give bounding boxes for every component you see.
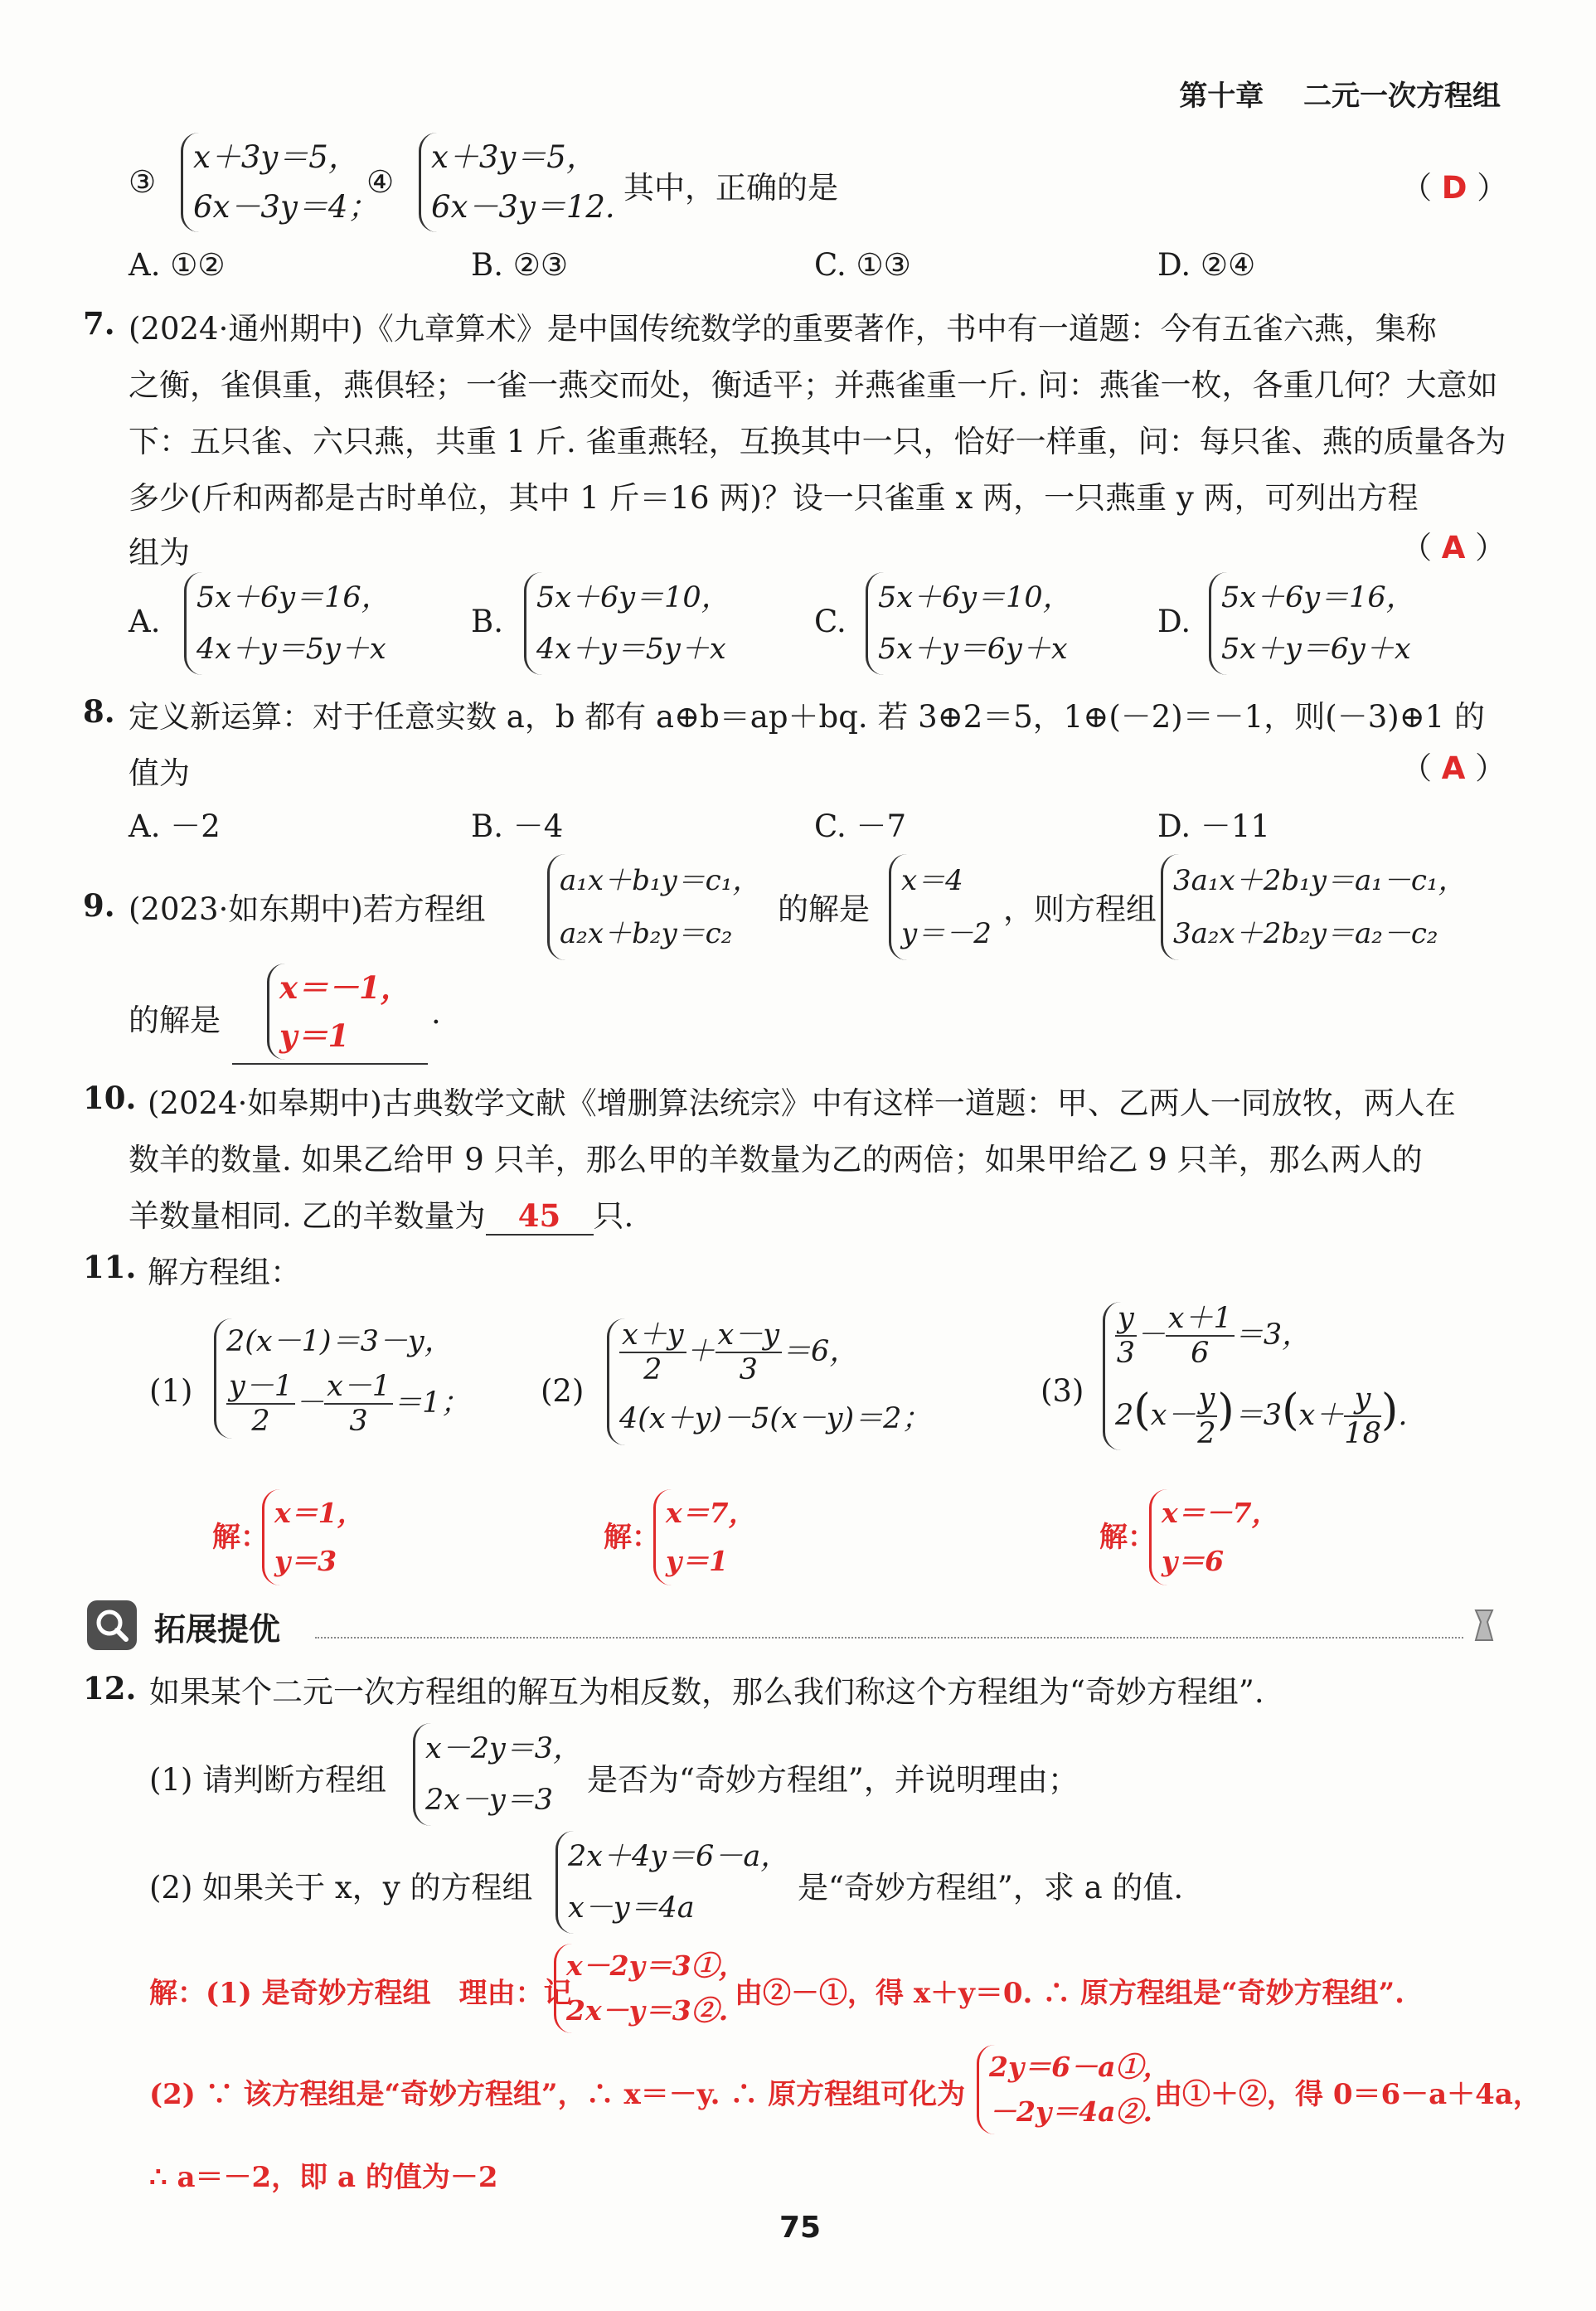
equation: 6x－3y＝4；	[193, 189, 379, 225]
q9-number: 9.	[83, 887, 115, 924]
q7-text-line1: (2024·通州期中)《九章算术》是中国传统数学的重要著作，书中有一道题：今有五雀六燕，集称	[129, 311, 1437, 347]
equation: x＋3y＝5，	[431, 139, 597, 175]
equation: x－y＝4a	[568, 1891, 695, 1925]
q7-answer-bracket: （ A ）	[1401, 530, 1506, 566]
equation: x－2y＝3，	[425, 1732, 583, 1765]
q8-text-line2: 值为	[129, 755, 190, 791]
equation: $\frac{y-1}{2}$ － $\frac{x-1}{3}$ ＝1；	[226, 1370, 469, 1439]
q8-option-d: D. －11	[1157, 808, 1270, 844]
equation: a₂x＋b₂y＝c₂	[560, 917, 733, 950]
page-number: 75	[779, 2211, 822, 2245]
equation: x＝－7，	[1162, 1497, 1279, 1529]
q6-item4-system	[419, 133, 615, 232]
q12-number: 12.	[83, 1670, 137, 1707]
q6-item4-label: ④	[366, 164, 395, 200]
fraction: $\frac{y}{2}$	[1197, 1381, 1216, 1450]
q7-option-d-system	[1209, 572, 1415, 675]
q7-option-b-system	[524, 572, 730, 675]
q10-text-line1: (2024·如皋期中)古典数学文献《增删算法统宗》中有这样一道题：甲、乙两人一同放牧，两人在	[148, 1085, 1456, 1121]
q11-solution2-label: 解：	[604, 1521, 660, 1554]
equation: 2x＋4y＝6－a，	[568, 1840, 790, 1873]
q8-answer-bracket: （ A ）	[1401, 750, 1506, 786]
q6-option-a: A. ①②	[129, 247, 226, 283]
q10-text-line3	[129, 1191, 633, 1236]
q12-part1-suffix: 是否为“奇妙方程组”，并说明理由；	[587, 1762, 1079, 1798]
equation: 2x－y＝3②.	[566, 1994, 729, 2027]
equation: y＝6	[1162, 1545, 1225, 1577]
q12-solution1-prefix: 解：(1) 是奇妙方程组 理由：记	[149, 1977, 572, 2010]
fraction: $\frac{x-1}{3}$	[324, 1370, 393, 1439]
q11-part3-system	[1103, 1302, 1407, 1450]
q9-solution-system	[889, 854, 992, 960]
q7-option-a-system	[184, 572, 391, 675]
equation: 5x＋y＝6y＋x	[878, 633, 1068, 666]
q12-solution3: ∴ a＝－2，即 a 的值为－2	[149, 2161, 498, 2194]
fraction: $\frac{y}{18}$	[1344, 1381, 1381, 1450]
equation: 5x＋6y＝10，	[536, 581, 730, 614]
q8-option-a: A. －2	[129, 808, 221, 844]
equation: y＝3	[274, 1545, 337, 1577]
q11-solution3-label: 解：	[1099, 1521, 1156, 1554]
chapter-header	[1179, 73, 1501, 114]
q12-part2-prefix: (2) 如果关于 x，y 的方程组	[149, 1870, 533, 1906]
q10-line3-prefix: 羊数量相同. 乙的羊数量为	[129, 1198, 486, 1234]
q9-mid2-text: ，则方程组	[1003, 891, 1157, 927]
q9-line2-prefix: 的解是	[129, 1003, 221, 1038]
q12-part2-suffix: 是“奇妙方程组”，求 a 的值.	[798, 1870, 1184, 1906]
chapter-title: 二元一次方程组	[1303, 80, 1501, 113]
q8-option-c: C. －7	[814, 808, 907, 844]
q12-solution2-prefix: (2) ∵ 该方程组是“奇妙方程组”，∴ x＝－y. ∴ 原方程组可化为	[149, 2078, 966, 2111]
q12-part2-system	[555, 1831, 789, 1934]
q6-option-c: C. ①③	[814, 247, 911, 283]
equation: 2(x－ $\frac{y}{2}$ )＝3(x＋ $\frac{y}{18}$ ).	[1115, 1381, 1408, 1450]
equation: $\frac{y}{3}$ － $\frac{x+1}{6}$ ＝3，	[1116, 1302, 1312, 1371]
q9-line2-suffix: .	[431, 995, 441, 1031]
q11-title: 解方程组：	[148, 1255, 301, 1290]
q9-prefix: (2023·如东期中)若方程组	[129, 891, 486, 927]
equation: y＝1	[666, 1545, 729, 1577]
q10-text-line2: 数羊的数量. 如果乙给甲 9 只羊，那么甲的羊数量为乙的两倍；如果甲给乙 9 只羊，那么两人的	[129, 1142, 1423, 1177]
equation: 5x＋6y＝16，	[196, 581, 391, 614]
q7-text-line3: 下：五只雀、六只燕，共重 1 斤. 雀重燕轻，互换其中一只，恰好一样重，问：每只雀、燕的质量各为	[129, 424, 1506, 459]
q11-part2-system	[607, 1318, 930, 1445]
equation: x＝7，	[666, 1497, 756, 1529]
q8-answer: A	[1441, 750, 1466, 786]
equation: a₁x＋b₁y＝c₁，	[560, 864, 761, 897]
equation: 2y＝6－a①，	[989, 2051, 1171, 2083]
fraction: $\frac{x+1}{6}$	[1166, 1302, 1235, 1371]
equation: 2(x－1)＝3－y，	[226, 1325, 454, 1358]
q7-option-b-label: B.	[471, 604, 503, 639]
q6-answer-bracket: （ D ）	[1401, 170, 1508, 206]
q6-option-b: B. ②③	[471, 247, 569, 283]
fraction: $\frac{y}{3}$	[1116, 1302, 1136, 1371]
q12-solution2-system	[977, 2045, 1170, 2134]
q12-solution2-suffix: 由①＋②，得 0＝6－a＋4a，	[1154, 2078, 1541, 2111]
equation: x＝－1，	[279, 969, 411, 1006]
q10-number: 10.	[83, 1080, 137, 1116]
q7-text-line2: 之衡，雀俱重，燕俱轻；一雀一燕交而处，衡适平；并燕雀重一斤. 问：燕雀一枚，各重几何？大意如	[129, 367, 1498, 403]
q7-option-c-system	[866, 572, 1072, 675]
q7-option-a-label: A.	[129, 604, 161, 639]
q11-solution2	[653, 1489, 756, 1585]
q6-answer: D	[1441, 170, 1467, 206]
equation: －2y＝4a②.	[989, 2095, 1152, 2128]
equation: x＋3y＝5，	[193, 139, 359, 175]
pin-icon	[1469, 1607, 1499, 1643]
q8-text-line1: 定义新运算：对于任意实数 a，b 都有 a⊕b＝ap＋bq. 若 3⊕2＝5，1⊕(－2)＝－1，则(－3)⊕1 的	[129, 699, 1486, 735]
q11-solution1-label: 解：	[212, 1521, 269, 1554]
equation: 2x－y＝3	[425, 1784, 554, 1817]
equation: x＝1，	[274, 1497, 365, 1529]
q11-solution3	[1149, 1489, 1279, 1585]
q11-part2-label: (2)	[541, 1373, 585, 1409]
q7-number: 7.	[83, 305, 115, 342]
equation: 6x－3y＝12.	[431, 189, 615, 225]
q10-answer: 45	[517, 1197, 561, 1234]
equation: y＝－2	[901, 917, 992, 950]
q9-given-system	[547, 854, 760, 960]
q12-part1-system	[413, 1723, 582, 1826]
q12-part1-prefix: (1) 请判断方程组	[149, 1762, 387, 1798]
chapter-label: 第十章	[1179, 80, 1264, 113]
equation: y＝1	[279, 1017, 350, 1054]
q6-item3-label: ③	[129, 164, 157, 200]
q11-solution1	[262, 1489, 365, 1585]
section-title: 拓展提优	[154, 1611, 281, 1648]
q7-option-d-label: D.	[1157, 604, 1191, 639]
equation: x－2y＝3①，	[566, 1949, 746, 1982]
equation: 4x＋y＝5y＋x	[196, 633, 386, 666]
q7-option-c-label: C.	[814, 604, 847, 639]
equation: $\frac{x+y}{2}$ ＋ $\frac{x-y}{3}$ ＝6，	[619, 1318, 930, 1387]
q11-part3-label: (3)	[1041, 1373, 1084, 1409]
fraction: $\frac{y-1}{2}$	[226, 1370, 295, 1439]
q10-line3-suffix: 只.	[593, 1198, 634, 1234]
q11-part1-system	[214, 1318, 469, 1439]
fraction: $\frac{x-y}{3}$	[716, 1318, 783, 1387]
q6-item3-system	[181, 133, 378, 232]
q6-question-tail: 其中，正确的是	[623, 170, 838, 206]
q8-option-b: B. －4	[471, 808, 564, 844]
q8-number: 8.	[83, 693, 115, 730]
q7-answer: A	[1441, 530, 1466, 566]
equation: 3a₂x＋2b₂y＝a₂－c₂	[1173, 917, 1438, 950]
equation: 5x＋6y＝10，	[878, 581, 1072, 614]
equation: x＝4	[901, 864, 963, 897]
equation: 5x＋6y＝16，	[1221, 581, 1415, 614]
q12-text-line1: 如果某个二元一次方程组的解互为相反数，那么我们称这个方程组为“奇妙方程组”.	[149, 1674, 1264, 1710]
q9-new-system	[1161, 854, 1467, 960]
q7-text-line4: 多少(斤和两都是古时单位，其中 1 斤＝16 两)？设一只雀重 x 两，一只燕重 y 两，可列出方程	[129, 480, 1419, 516]
q9-mid-text: 的解是	[778, 891, 870, 927]
equation: 4x＋y＝5y＋x	[536, 633, 726, 666]
equation: 3a₁x＋2b₁y＝a₁－c₁，	[1173, 864, 1467, 897]
magnifier-icon	[87, 1600, 137, 1650]
q11-number: 11.	[83, 1249, 137, 1285]
fraction: $\frac{x+y}{2}$	[619, 1318, 686, 1387]
equation: 5x＋y＝6y＋x	[1221, 633, 1411, 666]
q12-solution1-system	[554, 1944, 746, 2033]
q11-part1-label: (1)	[149, 1373, 193, 1409]
q7-text-line5: 组为	[129, 535, 190, 570]
q9-answer-system	[267, 964, 411, 1060]
q12-solution1-suffix: 由②－①，得 x＋y＝0. ∴ 原方程组是“奇妙方程组”.	[735, 1977, 1404, 2010]
q6-option-d: D. ②④	[1157, 247, 1256, 283]
section-divider	[315, 1637, 1463, 1639]
equation: 4(x＋y)－5(x－y)＝2；	[619, 1401, 931, 1435]
